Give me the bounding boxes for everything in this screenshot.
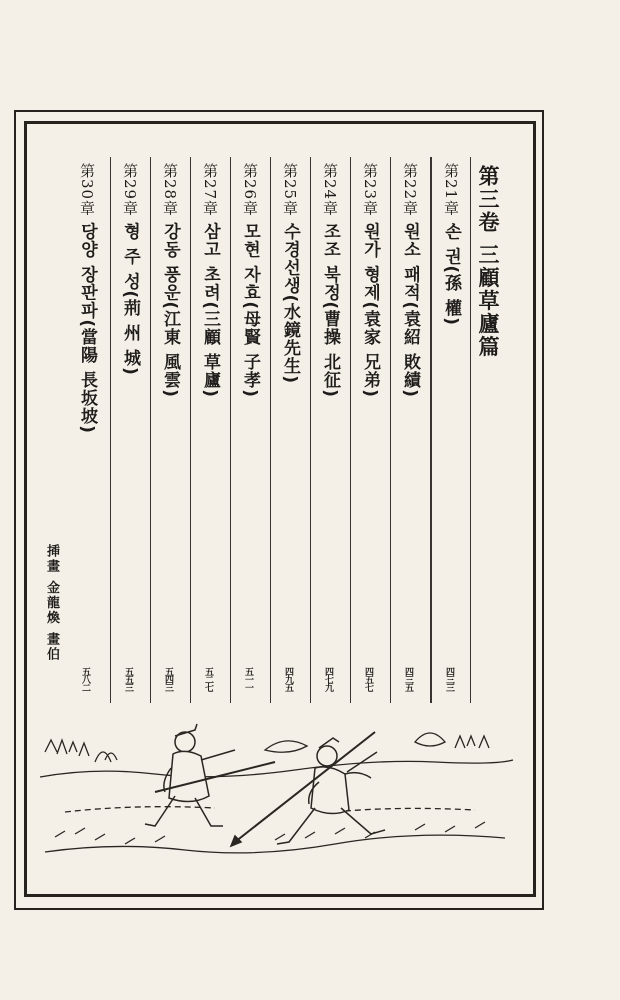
chapter-title: 당양 장판파(當陽 長坂坡) [77, 222, 97, 434]
chapter-title: 형 주 성(荊 州 城) [120, 222, 140, 376]
page-number: 五一一 [243, 667, 253, 691]
toc-entry [311, 157, 351, 703]
chapter-number: 第21章 [442, 163, 460, 217]
chapter-number: 第25章 [281, 163, 299, 217]
page-number: 四九五 [283, 667, 293, 691]
chapter-title: 조조 북정(曹操 北征) [320, 222, 340, 398]
toc-entry [391, 157, 431, 703]
chapter-number: 第29章 [121, 163, 139, 217]
toc-entry [431, 157, 471, 703]
toc-entry-text [235, 163, 265, 398]
toc-entry-text [395, 163, 425, 398]
volume-title-column [471, 157, 513, 703]
volume-title: 第三卷 三顧草廬篇 [476, 165, 501, 359]
chapter-title: 삼고 초려(三顧 草廬) [200, 222, 220, 398]
chapter-number: 第24章 [321, 163, 339, 217]
toc-entry [271, 157, 311, 703]
toc-entry [191, 157, 231, 703]
toc-entry-text [115, 163, 145, 376]
toc-entry-text [195, 163, 225, 398]
toc-entry-text [72, 163, 102, 434]
toc-entry-text [436, 163, 466, 326]
chapter-number: 第28章 [161, 163, 179, 217]
toc-entry [351, 157, 391, 703]
chapter-title: 원소 패적(袁紹 敗績) [400, 222, 420, 398]
illustrator-credit: 揷畫 金龍煥 畫伯 [44, 544, 59, 663]
page-number: 四三五 [403, 667, 413, 691]
toc-entry [151, 157, 191, 703]
toc-entry-text [315, 163, 345, 398]
page-number: 五四三 [163, 667, 173, 691]
chapter-number: 第22章 [401, 163, 419, 217]
chapter-title: 모현 자효(母賢 子孝) [240, 222, 260, 398]
page-number: 五五三 [123, 667, 133, 691]
toc-entry-text [275, 163, 305, 384]
toc-entry [68, 157, 111, 703]
toc-entry [111, 157, 151, 703]
chapter-number: 第26章 [241, 163, 259, 217]
toc-entry-text [355, 163, 385, 398]
chapter-title: 원가 형제(袁家 兄弟) [360, 222, 380, 398]
battle-illustration [35, 712, 515, 877]
page-number: 五八二 [80, 667, 90, 691]
toc-entry-text [155, 163, 185, 398]
chapter-title: 수경선생(水鏡先生) [280, 222, 300, 385]
chapter-number: 第23章 [361, 163, 379, 217]
chapter-title: 손 권(孫 權) [441, 222, 461, 326]
toc-entry [231, 157, 271, 703]
page-number: 四三三 [444, 667, 454, 691]
page-number: 五二七 [203, 667, 213, 691]
chapter-number: 第30章 [78, 163, 96, 217]
page-number: 四七九 [323, 667, 333, 691]
chapter-title: 강동 풍운(江東 風雲) [160, 222, 180, 398]
chapter-number: 第27章 [201, 163, 219, 217]
page-number: 四五七 [363, 667, 373, 691]
